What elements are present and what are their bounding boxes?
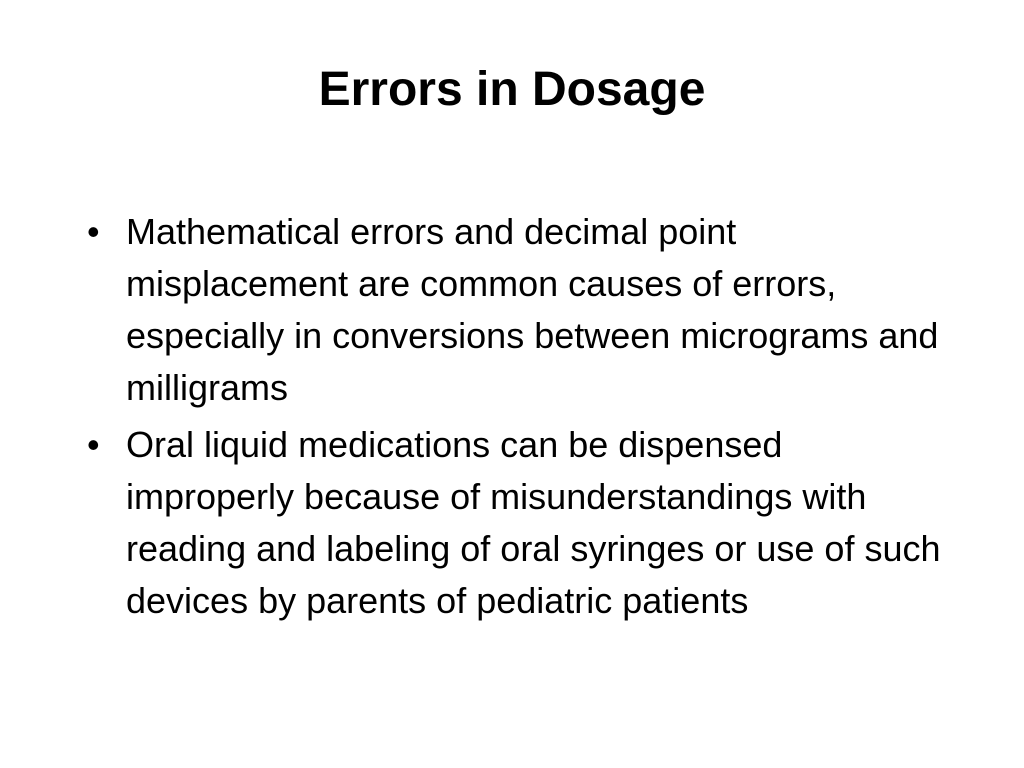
bullet-icon: • (87, 424, 100, 465)
slide-title: Errors in Dosage (318, 63, 706, 116)
bullet-text: Oral liquid medications can be dispensed improperly because of misunderstandings with reading and labeling of oral syringes or use of such devices by parents of pediatric patients (126, 424, 941, 621)
bullet-list (82, 206, 942, 632)
bullet-text: Mathematical errors and decimal point misplacement are common causes of errors, especially in conversions between micrograms and milligrams (126, 211, 939, 408)
bullet-item (82, 419, 942, 627)
bullet-icon: • (87, 211, 100, 252)
bullet-item (82, 206, 942, 414)
